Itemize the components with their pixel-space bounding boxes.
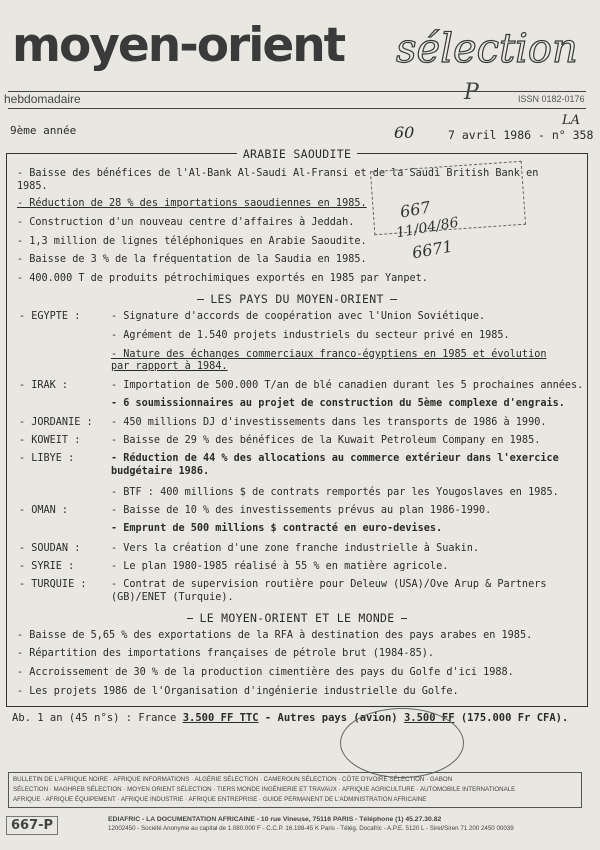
country-label: - TURQUIE : xyxy=(19,579,87,590)
country-entry: - 6 soumissionnaires au projet de construction du 5ème complexe d'engrais. xyxy=(111,398,565,409)
publication-subtitle: sélection xyxy=(396,26,578,72)
arabie-item: 1985. xyxy=(17,181,48,192)
subscription-line xyxy=(12,712,568,724)
subscription-prefix: Ab. 1 an (45 n°s) : France xyxy=(12,712,183,724)
issue-date: 7 avril 1986 - n° 358 xyxy=(448,128,594,142)
arabie-item: - Baisse de 3 % de la fréquentation de la Saudia en 1985. xyxy=(17,254,367,265)
country-label: - KOWEIT : xyxy=(19,435,81,446)
monde-item: - Les projets 1986 de l'Organisation d'ingénierie industrielle du Golfe. xyxy=(17,686,459,697)
arabie-item: - 1,3 million de lignes téléphoniques en Arabie Saoudite. xyxy=(17,236,367,247)
publications-list xyxy=(8,772,582,808)
summary-box xyxy=(6,147,588,707)
country-entry: - Nature des échanges commerciaux franco-égyptiens en 1985 et évolution xyxy=(111,349,547,360)
section-arabie-title: ARABIE SAOUDITE xyxy=(237,147,357,161)
publisher-line: 12002450 - Société Anonyme au capital de 1.080.000 F - C.C.P. 16.198-45 K Paris - Télég. Docafric - A.P.E. 5120 L - Siret/Siren 71 200 2450 00039 xyxy=(108,825,514,832)
subscription-middle: - Autres pays (avion) xyxy=(258,712,404,724)
country-label: - SYRIE : xyxy=(19,561,75,572)
country-entry: - Réduction de 44 % des allocations au commerce extérieur dans l'exercice xyxy=(111,453,559,464)
stamp-text: 11/04/86 xyxy=(395,214,460,242)
country-label: - SOUDAN : xyxy=(19,543,81,554)
country-entry: budgétaire 1986. xyxy=(111,466,210,477)
country-entry: - Baisse de 29 % des bénéfices de la Kuwait Petroleum Company en 1985. xyxy=(111,435,541,446)
monde-item: - Baisse de 5,65 % des exportations de la RFA à destination des pays arabes en 1985. xyxy=(17,630,533,641)
section-pays-title: LES PAYS DU MOYEN-ORIENT xyxy=(204,292,389,306)
issue-year: 9ème année xyxy=(10,124,77,137)
arabie-item: - Construction d'un nouveau centre d'affaires à Jeddah. xyxy=(17,217,355,228)
other-price: 3.500 FF xyxy=(403,712,455,724)
arabie-item: - Réduction de 28 % des importations saoudiennes en 1985. xyxy=(17,198,367,209)
section-monde-header xyxy=(7,611,587,625)
stamp-text: 667 xyxy=(398,197,432,222)
publisher-info xyxy=(108,815,514,833)
country-label: - LIBYE : xyxy=(19,453,75,464)
country-entry: - Baisse de 10 % des investissements prévus au plan 1986-1990. xyxy=(111,505,492,516)
masthead-rule xyxy=(8,91,586,92)
country-label: - IRAK : xyxy=(19,380,69,391)
country-label: - EGYPTE : xyxy=(19,311,81,322)
publications-line: AFRIQUE · AFRIQUE ÉQUIPEMENT · AFRIQUE INDUSTRIE · AFRIQUE ENTREPRISE · GUIDE PERMANENT DE L'ADMINISTRATION AFRICAINE xyxy=(13,796,427,803)
publications-line: SÉLECTION · MAGHREB SÉLECTION · MOYEN ORIENT SÉLECTION · TIERS MONDE INGÉNIERIE ET TRAVAUX · AFRIQUE AGRICULTURE · AUTOMOBILE INTERNATIONALE xyxy=(13,786,516,793)
section-arabie-header xyxy=(7,147,587,161)
country-entry: (GB)/ENET (Turquie). xyxy=(111,592,234,603)
country-entry: - Importation de 500.000 T/an de blé canadien durant les 5 prochaines années. xyxy=(111,380,584,391)
publication-title: moyen-orient xyxy=(12,18,345,73)
country-entry: - Le plan 1980-1985 réalisé à 55 % en matière agricole. xyxy=(111,561,449,572)
sub-rule xyxy=(8,108,586,109)
monde-item: - Répartition des importations françaises de pétrole brut (1984-85). xyxy=(17,648,435,659)
country-entry: par rapport à 1984. xyxy=(111,361,228,372)
country-entry: - Emprunt de 500 millions $ contracté en euro-devises. xyxy=(111,523,443,534)
publisher-line: EDIAFRIC - LA DOCUMENTATION AFRICAINE - 10 rue Vineuse, 75116 PARIS - Téléphone (1) 45.27.30.82 xyxy=(108,816,442,823)
section-pays-header xyxy=(7,292,587,306)
country-entry: - BTF : 400 millions $ de contrats remportés par les Yougoslaves en 1985. xyxy=(111,487,559,498)
country-label: - JORDANIE : xyxy=(19,417,93,428)
country-entry: - Agrément de 1.540 projets industriels du secteur privé en 1985. xyxy=(111,330,510,341)
country-entry: - 450 millions DJ d'investissements dans les transports de 1986 à 1990. xyxy=(111,417,547,428)
country-entry: - Signature d'accords de coopération avec l'Union Soviétique. xyxy=(111,311,486,322)
publications-line: BULLETIN DE L'AFRIQUE NOIRE · AFRIQUE INFORMATIONS · ALGÉRIE SÉLECTION · CAMEROUN SÉLECTION · CÔTE D'IVOIRE SÉLECTION · GABON xyxy=(13,776,453,783)
subscription-suffix: (175.000 Fr CFA). xyxy=(454,712,569,724)
country-entry: - Vers la création d'une zone franche industrielle à Suakin. xyxy=(111,543,480,554)
oval-stamp xyxy=(340,708,464,778)
country-entry: - Contrat de supervision routière pour Deleuw (USA)/Ove Arup & Partners xyxy=(111,579,547,590)
section-monde-title: LE MOYEN-ORIENT ET LE MONDE xyxy=(193,611,400,625)
stamp-text: 6671 xyxy=(410,236,455,263)
monde-item: - Accroissement de 30 % de la production cimentière des pays du Golfe d'ici 1988. xyxy=(17,667,514,678)
arabie-item: - Baisse des bénéfices de l'Al-Bank Al-Saudi Al-Fransi et de la Saudi British Bank en xyxy=(17,168,539,179)
frequency-label: hebdomadaire xyxy=(4,92,81,106)
handwritten-initials: LA xyxy=(562,113,581,128)
france-price: 3.500 FF TTC xyxy=(182,712,259,724)
document-code: 667-P xyxy=(6,816,58,835)
handwritten-mark: P xyxy=(464,80,479,105)
handwritten-number: 60 xyxy=(394,123,415,142)
country-label: - OMAN : xyxy=(19,505,69,516)
arabie-item: - 400.000 T de produits pétrochimiques exportés en 1985 par Yanpet. xyxy=(17,273,428,284)
issn-label: ISSN 0182-0176 xyxy=(518,94,585,104)
